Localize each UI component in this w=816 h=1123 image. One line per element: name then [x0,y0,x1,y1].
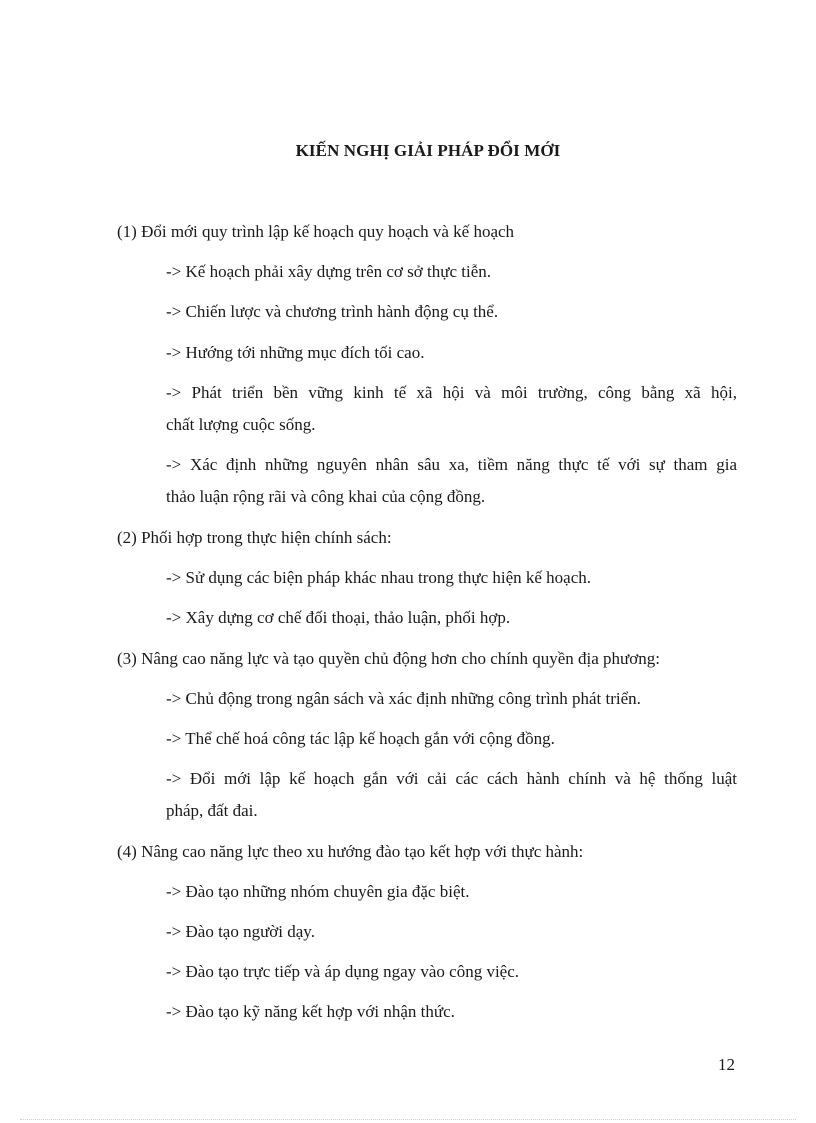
page-title: KIẾN NGHỊ GIẢI PHÁP ĐỔI MỚI [295,141,561,160]
list-item-continuation: thảo luận rộng rãi và công khai của cộng đồng. [166,487,486,506]
list-item: -> Đào tạo kỹ năng kết hợp với nhận thức. [166,1002,455,1021]
list-item: -> Kế hoạch phải xây dựng trên cơ sở thực tiễn. [166,262,491,281]
section-heading-3: (3) Nâng cao năng lực và tạo quyền chủ động hơn cho chính quyền địa phương: [117,649,660,668]
list-item: -> Đào tạo những nhóm chuyên gia đặc biệt. [166,882,470,901]
page-bottom-divider [20,1119,796,1120]
list-item: -> Thể chế hoá công tác lập kế hoạch gắn với cộng đồng. [166,729,555,748]
list-item: -> Xây dựng cơ chế đối thoại, thảo luận, phối hợp. [166,608,511,627]
list-item: -> Chiến lược và chương trình hành động cụ thể. [166,302,499,321]
page-number: 12 [718,1055,735,1074]
section-heading-4: (4) Nâng cao năng lực theo xu hướng đào tạo kết hợp với thực hành: [117,842,584,861]
list-item: -> Phát triển bền vững kinh tế xã hội và môi trường, công bằng xã hội, [166,383,737,402]
list-item: -> Chủ động trong ngân sách và xác định những công trình phát triển. [166,689,641,708]
list-item: -> Đổi mới lập kế hoạch gắn với cải các cách hành chính và hệ thống luật [166,769,737,788]
list-item: -> Đào tạo trực tiếp và áp dụng ngay vào công việc. [166,962,520,981]
list-item: -> Đào tạo người dạy. [166,922,315,941]
list-item-continuation: pháp, đất đai. [166,801,258,820]
section-heading-1: (1) Đổi mới quy trình lập kế hoạch quy hoạch và kế hoạch [117,222,515,241]
list-item: -> Xác định những nguyên nhân sâu xa, tiềm năng thực tế với sự tham gia [166,455,737,474]
section-heading-2: (2) Phối hợp trong thực hiện chính sách: [117,528,392,547]
list-item: -> Sử dụng các biện pháp khác nhau trong thực hiện kế hoạch. [166,568,592,587]
list-item: -> Hướng tới những mục đích tối cao. [166,343,425,362]
list-item-continuation: chất lượng cuộc sống. [166,415,316,434]
